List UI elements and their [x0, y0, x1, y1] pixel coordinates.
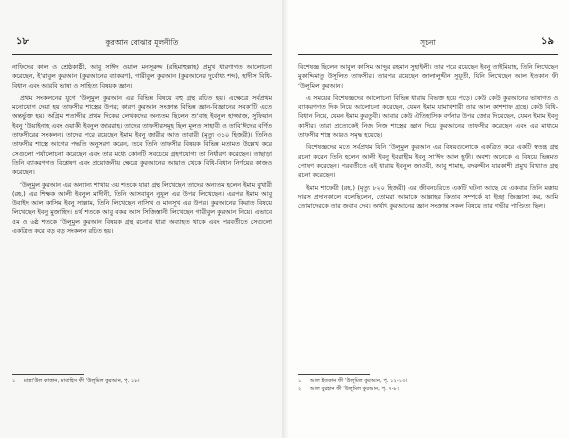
left-footnotes: [12, 374, 270, 386]
left-paragraph: ‘উলূমুল কুরআন এর অন্যান্য শাখায় ৩য় শতকে যারা গ্রন্থ লিখেছেন তাদের অন্যতম হলেন ইমাম বুখারী (রহ.) এর শিক্ষক আলী ইবনুল মাদীনী, তিনি আসবাবুন নুযূল এর উপর লিখেছেন। এরপর ইমাম আবু উবাইদ আল কাসিম ইবনু সাল্লাম, তিনি লিখেছেন নাসিখ ও মানসূখ এর উপর। কুরআনের কিরাত বিষয়ে লিখেছেন ইবনু মুজাহিদ। ৪র্থ শতকে আবু বকর আস সিজিস্তানী লিখেছেন গারীবুল কুরআন নিয়ে। এভাবে ৫ম ও ৬ষ্ঠ শতকে ‘উলূমুল কুরআন বিষয়ক গ্রন্থ রচনার ধারা অব্যাহত থাকে এবং পরবর্তীতে সেগুলো একত্রিত করে বড় বড় সংকলন রচিত হয়।: [12, 181, 272, 236]
footnote-number: ১: [298, 378, 302, 384]
right-running-title: সূচনা: [420, 38, 436, 47]
right-page-number: ১৯: [541, 36, 554, 47]
right-footnotes: [298, 374, 558, 393]
footnote: [298, 386, 558, 394]
right-paragraph: বিশেষজ্ঞ ছিলেন আবুল কাসিম আব্দুর রহমান সুহাইলী। তার পরে রয়েছেন ইবনু তাইমিয়াহ, তিনি লিখেছেন মুকাদ্দিমাতু উসূলিত তাফসীর। তারপর রয়েছেন জালালুদ্দীন সুয়ূতী, যিনি লিখেছেন আল ইতকান ফী ‘উলূমিল কুরআন।: [298, 64, 558, 90]
footnote-number: ২: [298, 385, 302, 392]
left-running-title: কুরআন বোঝার মূলনীতি: [105, 38, 179, 47]
footnote-number: ১: [12, 378, 16, 384]
right-page-body: [298, 63, 558, 211]
left-page-header: [12, 34, 272, 55]
right-page: [288, 0, 570, 438]
footnote-rule: [298, 374, 370, 375]
right-page-header: [298, 34, 558, 55]
right-paragraph: বিশেষজ্ঞদের মতে সর্বপ্রথম যিনি ‘উলূমুল কুরআন এর বিষয়গুলোকে একত্রিত করে একটি স্বতন্ত্র গ্রন্থ রচনা করেন তিনি হলেন আলী ইবনু ইবরাহীম ইবনু সা‘ঈদ আল হূফী। অবশ্য অনেকে এ বিষয়ে ভিন্নমত পোষণ করেছেন। পরবর্তীতে এই ধারায় ইবনুল জাওযী, আবু শামাহ, বদরুদ্দীন যারকাশী প্রমুখ বিখ্যাত গ্রন্থ রচনা করেছেন।: [298, 144, 558, 180]
right-paragraph: এ সময়ের বিশেষজ্ঞদের আলোচনা বিভিন্ন ধারায় বিভক্ত হয়ে পড়ে। কেউ কেউ কুরআনের ভাষাগত ও ব্যাকরণগত দিক নিয়ে আলোচনা করেছেন, যেমন ইমাম যামাখশারী তার আল কাশশাফ গ্রন্থে। কেউ বিধি-বিধান নিয়ে, যেমন ইমাম কুরতুবী। আবার কেউ ঐতিহাসিক বর্ণনার উপর জোর দিয়েছেন, যেমন ইমাম ইবনু কাসীর। তারা প্রত্যেকেই নিজ নিজ শাস্ত্রের জ্ঞান দিয়ে কুরআনের তাফসীর করেছেন এবং এর মাধ্যমে তাফসীর শাস্ত্র আরও সমৃদ্ধ হয়েছে।: [298, 94, 558, 140]
left-page-body: [12, 63, 272, 236]
left-paragraph: নাফিদের কাল ও শ্রেষ্ঠকাষ্ঠী, আবু সাঈদ ওয়াল মনসূরুদ্দ (রহিমাহুল্লাহ) প্রমুখ ধারণাগত আলোচনা করেছেন, ই’রাবুল কুরআন (কুরআনের ব্যাকরণ), গারীবুল কুরআন (কুরআনের দুর্বোধ্য শব্দ), হাদীস বিধি-বিধান এবং আরবি ভাষা ও সাহিত্য বিষয়ক জ্ঞান।: [12, 64, 272, 90]
footnote-text: আল ইতকান ফী ‘উলূমিল কুরআন, পৃ. ১২-১৩।: [310, 378, 408, 384]
right-paragraph: ইমাম শাফেয়ী (রহ.) (মৃত্যু ৮২০ হিজরী) এর জীবনচরিতে একটি ঘটনা আছে যে একবার তিনি মক্কায় দারস প্রদানকালে বলেছিলেন, তোমরা আমাকে আল্লাহর কিতাব সম্পর্কে যা ইচ্ছা জিজ্ঞাসা কর, আমি তোমাদেরকে তার জবাব দেব। অর্থাৎ কুরআনের জ্ঞান সংক্রান্ত সকল বিষয়ে তার গভীর পাণ্ডিত্য ছিল।: [298, 184, 558, 211]
footnote: [298, 378, 558, 386]
left-paragraph: প্রথম সংকলনের যুগে ‘উলূমুল কুরআন এর বিভিন্ন বিষয়ে বহু গ্রন্থ রচিত হয়। এক্ষেত্রে সর্বপ্রথম মনোযোগ দেয়া হয় তাফসীর শাস্ত্রের উপর; কারণ কুরআন সংক্রান্ত বিভিন্ন জ্ঞান-বিজ্ঞানের সবক’টি এতে অন্তর্ভুক্ত হয়। অগ্রিম শতাব্দীর প্রথম দিকের লেখকদের অন্যতম ছিলেন শু’বাহ ইবনুল হাজ্জাজ, সুফিয়ান ইবনু ‘উয়াইনাহ এবং ওয়াকী ইবনুল জাররাহ। তাদের তাফসীরসমূহ ছিল মূলত সাহাবী ও তাবি’ঈদের বর্ণিত তাফসীরের সংকলন। তাদের পরে রয়েছেন ইমাম ইবনু জারীর আত তাবারী (মৃত্যু ৩১০ হিজরী)। তিনিও তাফসীর শাস্ত্রে আগের পদ্ধতি অনুসরণ করেন, তবে তিনি তাফসীর বিষয়ক বিভিন্ন মতামত উল্লেখ করে সেগুলো পর্যালোচনা করেছেন এবং তার মধ্যে কোনটি সবচেয়ে গ্রহণযোগ্য তা নির্ধারণ করেছেন। তাছাড়া তিনি ব্যাকরণগত বিশ্লেষণ এবং প্রয়োজনীয় ক্ষেত্রে কুরআনের আয়াত থেকে বিধি-বিধান নির্ণয়ের কাজও করেছেন।: [12, 94, 272, 177]
footnote-text: আল বুরহান ফী ‘উলূমিল কুরআন, পৃ. ৭-৮।: [310, 385, 399, 392]
footnote-text: মান্না‘উল কাত্তান, মাবাহিস ফী ‘উলূমিল কুরআন, পৃ. ১৮।: [24, 378, 140, 384]
footnote-rule: [12, 374, 84, 375]
left-page-number: ১৮: [16, 36, 29, 47]
footnote: [12, 378, 270, 386]
left-page: [0, 0, 282, 438]
